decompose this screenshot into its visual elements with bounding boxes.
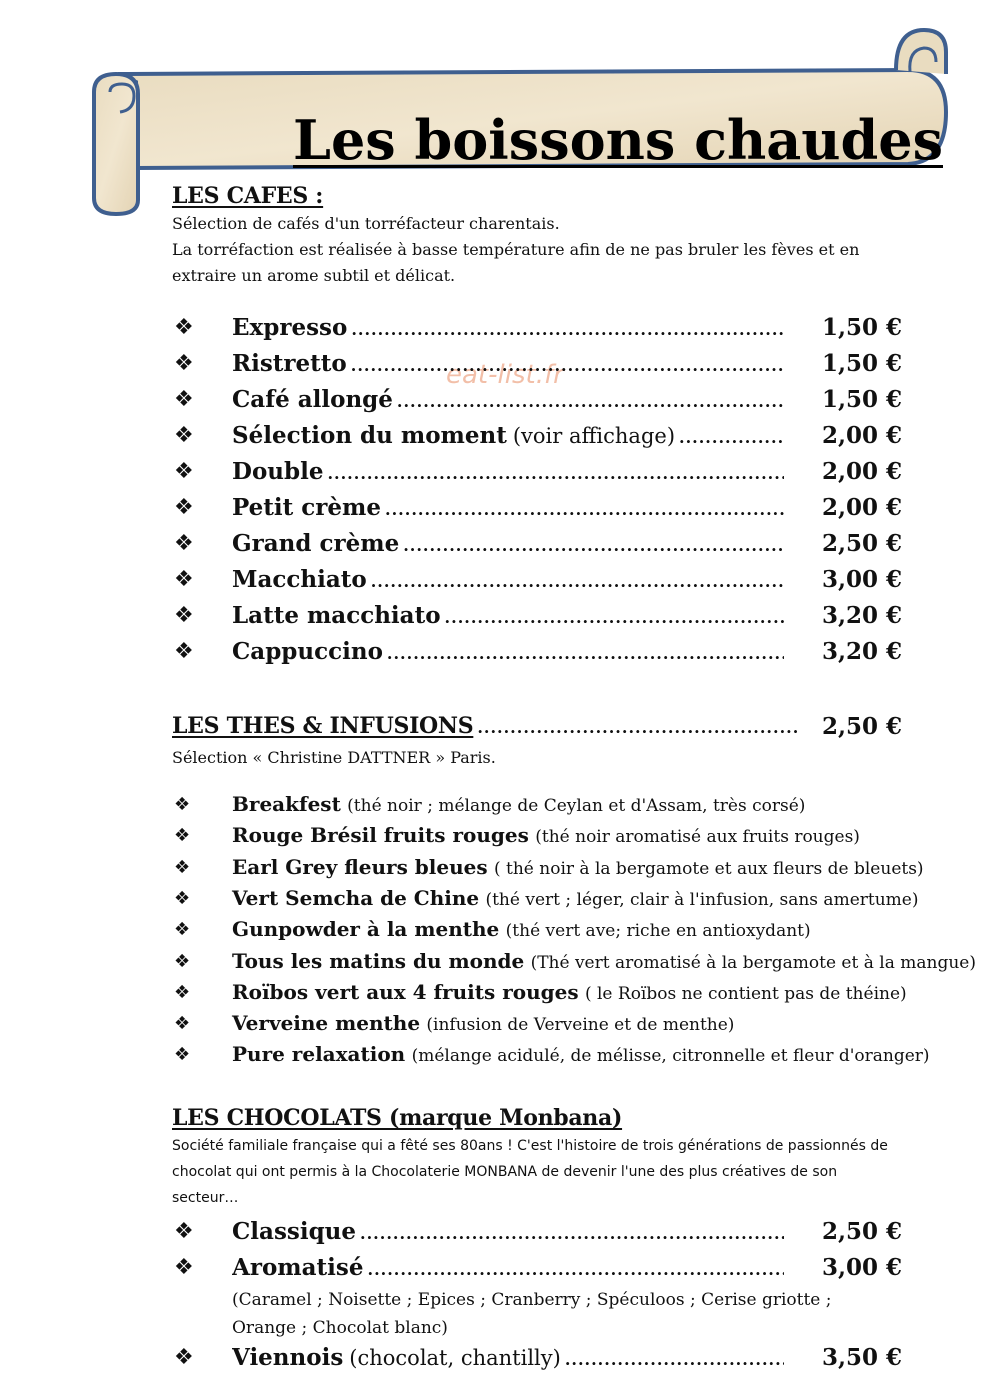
- tea-name: Breakfest: [232, 792, 341, 816]
- leader-dots: [360, 1218, 784, 1250]
- item-name: Ristretto: [232, 350, 347, 377]
- tea-item: [172, 820, 952, 850]
- bullet-icon: ❖: [174, 950, 191, 972]
- item-name: Double: [232, 458, 324, 485]
- tea-name: Verveine menthe: [232, 1011, 421, 1036]
- bullet-icon: ❖: [174, 919, 191, 941]
- tea-item: [172, 1008, 952, 1038]
- chocolats-section: [172, 1105, 932, 1211]
- tea-item: [172, 977, 952, 1007]
- bullet-icon: ❖: [174, 1044, 191, 1066]
- item-name: Latte macchiato: [232, 602, 441, 629]
- thes-heading: LES THES & INFUSIONS: [172, 713, 474, 739]
- bullet-icon: ❖: [174, 387, 194, 412]
- leader-dots: [445, 602, 784, 634]
- tea-item: [172, 914, 952, 944]
- chocolats-desc-2: chocolat qui ont permis à la Chocolaterie MONBANA de devenir l'une des plus créatives de son: [172, 1164, 838, 1180]
- aromatise-flavors-2: Orange ; Chocolat blanc): [232, 1318, 448, 1338]
- item-price: 3,00 €: [821, 566, 902, 593]
- tea-note: (thé noir ; mélange de Ceylan et d'Assam, très corsé): [347, 796, 806, 816]
- menu-item: [172, 384, 902, 418]
- menu-item: [172, 456, 902, 490]
- tea-note: ( thé noir à la bergamote et aux fleurs de bleuets): [493, 858, 924, 879]
- menu-item: [172, 312, 902, 346]
- bullet-icon: ❖: [174, 495, 194, 520]
- menu-item: [172, 420, 902, 454]
- bullet-icon: ❖: [174, 1345, 194, 1370]
- item-price: 2,00 €: [821, 458, 902, 485]
- bullet-icon: ❖: [174, 856, 191, 878]
- chocolats-heading: LES CHOCOLATS (marque Monbana): [172, 1105, 623, 1131]
- tea-name: Vert Semcha de Chine: [232, 885, 480, 910]
- tea-name: Roïbos vert aux 4 fruits rouges: [232, 979, 579, 1004]
- cafes-list: [172, 312, 932, 682]
- thes-price: 2,50 €: [821, 713, 902, 740]
- leader-dots: [351, 314, 784, 346]
- tea-item: [172, 883, 952, 913]
- bullet-icon: ❖: [174, 1219, 194, 1244]
- tea-note: ( le Roïbos ne contient pas de théine): [584, 983, 907, 1004]
- leader-dots: [368, 1254, 785, 1286]
- leader-dots: [371, 566, 784, 598]
- bullet-icon: ❖: [174, 603, 194, 628]
- menu-item: [172, 1252, 902, 1286]
- bullet-icon: ❖: [174, 315, 194, 340]
- tea-name: Pure relaxation: [232, 1042, 406, 1067]
- leader-dots: [679, 422, 784, 454]
- item-price: 2,50 €: [821, 530, 902, 557]
- bullet-icon: ❖: [174, 639, 194, 664]
- leader-dots: [387, 638, 784, 670]
- item-name: Grand crème: [232, 530, 400, 557]
- leader-dots: [327, 458, 784, 490]
- menu-item: [172, 600, 902, 634]
- cafes-desc-1: Sélection de cafés d'un torréfacteur charentais.: [172, 214, 560, 233]
- menu-item: [172, 1342, 902, 1376]
- leader-dots: [385, 494, 784, 526]
- item-name: Cappuccino: [232, 638, 383, 665]
- bullet-icon: ❖: [174, 1255, 194, 1280]
- thes-leader-dots: [477, 718, 799, 737]
- tea-item: [172, 789, 952, 819]
- item-price: 2,00 €: [821, 422, 902, 449]
- bullet-icon: ❖: [174, 531, 194, 556]
- bullet-icon: ❖: [174, 887, 191, 909]
- leader-dots: [351, 350, 784, 382]
- thes-section: [172, 713, 932, 771]
- tea-note: (infusion de Verveine et de menthe): [426, 1015, 735, 1036]
- item-name: Aromatisé: [232, 1254, 364, 1281]
- item-price: 3,00 €: [821, 1254, 902, 1281]
- tea-note: (thé vert ave; riche en antioxydant): [505, 921, 811, 942]
- tea-item: [172, 852, 952, 882]
- chocolats-list: [172, 1216, 932, 1396]
- tea-note: (thé vert ; léger, clair à l'infusion, sans amertume): [485, 889, 919, 910]
- tea-name: Gunpowder à la menthe: [232, 917, 500, 942]
- item-name: Sélection du moment: [232, 422, 507, 449]
- menu-item: [172, 492, 902, 526]
- cafes-heading: LES CAFES :: [172, 183, 324, 209]
- chocolats-desc-3: secteur…: [172, 1190, 239, 1206]
- tea-item: [172, 946, 976, 976]
- tea-name: Earl Grey fleurs bleues: [232, 854, 488, 879]
- item-price: 3,20 €: [821, 638, 902, 665]
- item-price: 1,50 €: [821, 386, 902, 413]
- item-name: Expresso: [232, 314, 348, 341]
- leader-dots: [403, 530, 784, 562]
- item-note: (voir affichage): [512, 424, 676, 448]
- item-name: Café allongé: [232, 386, 393, 413]
- menu-item: [172, 528, 902, 562]
- leader-dots: [397, 386, 784, 418]
- menu-item: [172, 1216, 902, 1250]
- cafes-desc-3: extraire un arome subtil et délicat.: [172, 266, 456, 285]
- bullet-icon: ❖: [174, 825, 191, 847]
- item-price: 2,50 €: [821, 1218, 902, 1245]
- tea-note: (Thé vert aromatisé à la bergamote et à la mangue): [530, 952, 976, 973]
- bullet-icon: ❖: [174, 794, 191, 815]
- item-note: (chocolat, chantilly): [349, 1346, 561, 1370]
- item-name: Petit crème: [232, 494, 382, 521]
- item-price: 3,20 €: [821, 602, 902, 629]
- thes-desc: Sélection « Christine DATTNER » Paris.: [172, 748, 496, 767]
- leader-dots: [565, 1344, 784, 1376]
- aromatise-flavors-1: (Caramel ; Noisette ; Epices ; Cranberry ; Spéculoos ; Cerise griotte ;: [232, 1290, 832, 1310]
- menu-item: [172, 636, 902, 670]
- bullet-icon: ❖: [174, 567, 194, 592]
- bullet-icon: ❖: [174, 981, 191, 1003]
- watermark: eat-list.fr: [446, 360, 564, 390]
- bullet-icon: ❖: [174, 423, 194, 448]
- thes-heading-row: [172, 713, 932, 745]
- bullet-icon: ❖: [174, 1013, 191, 1035]
- item-price: 1,50 €: [821, 314, 902, 341]
- item-name: Classique: [232, 1218, 357, 1245]
- item-price: 3,50 €: [821, 1344, 902, 1371]
- cafes-section: [172, 183, 932, 289]
- cafes-desc-2: La torréfaction est réalisée à basse température afin de ne pas bruler les fèves et en: [172, 240, 860, 259]
- item-price: 1,50 €: [821, 350, 902, 377]
- item-name: Macchiato: [232, 566, 367, 593]
- item-price: 2,00 €: [821, 494, 902, 521]
- menu-item: [172, 564, 902, 598]
- menu-item: [172, 348, 902, 382]
- bullet-icon: ❖: [174, 459, 194, 484]
- bullet-icon: ❖: [174, 351, 194, 376]
- tea-name: Rouge Brésil fruits rouges: [232, 823, 529, 848]
- page-title: Les boissons chaudes: [292, 108, 943, 172]
- tea-name: Tous les matins du monde: [232, 948, 525, 973]
- tea-item: [172, 1039, 952, 1069]
- chocolats-desc-1: Société familiale française qui a fêté ses 80ans ! C'est l'histoire de trois générations de passionnés de: [172, 1138, 888, 1154]
- tea-note: (mélange acidulé, de mélisse, citronnelle et fleur d'oranger): [411, 1046, 930, 1067]
- thes-list: [172, 789, 976, 1079]
- item-name: Viennois: [232, 1344, 344, 1371]
- tea-note: (thé noir aromatisé aux fruits rouges): [535, 827, 860, 848]
